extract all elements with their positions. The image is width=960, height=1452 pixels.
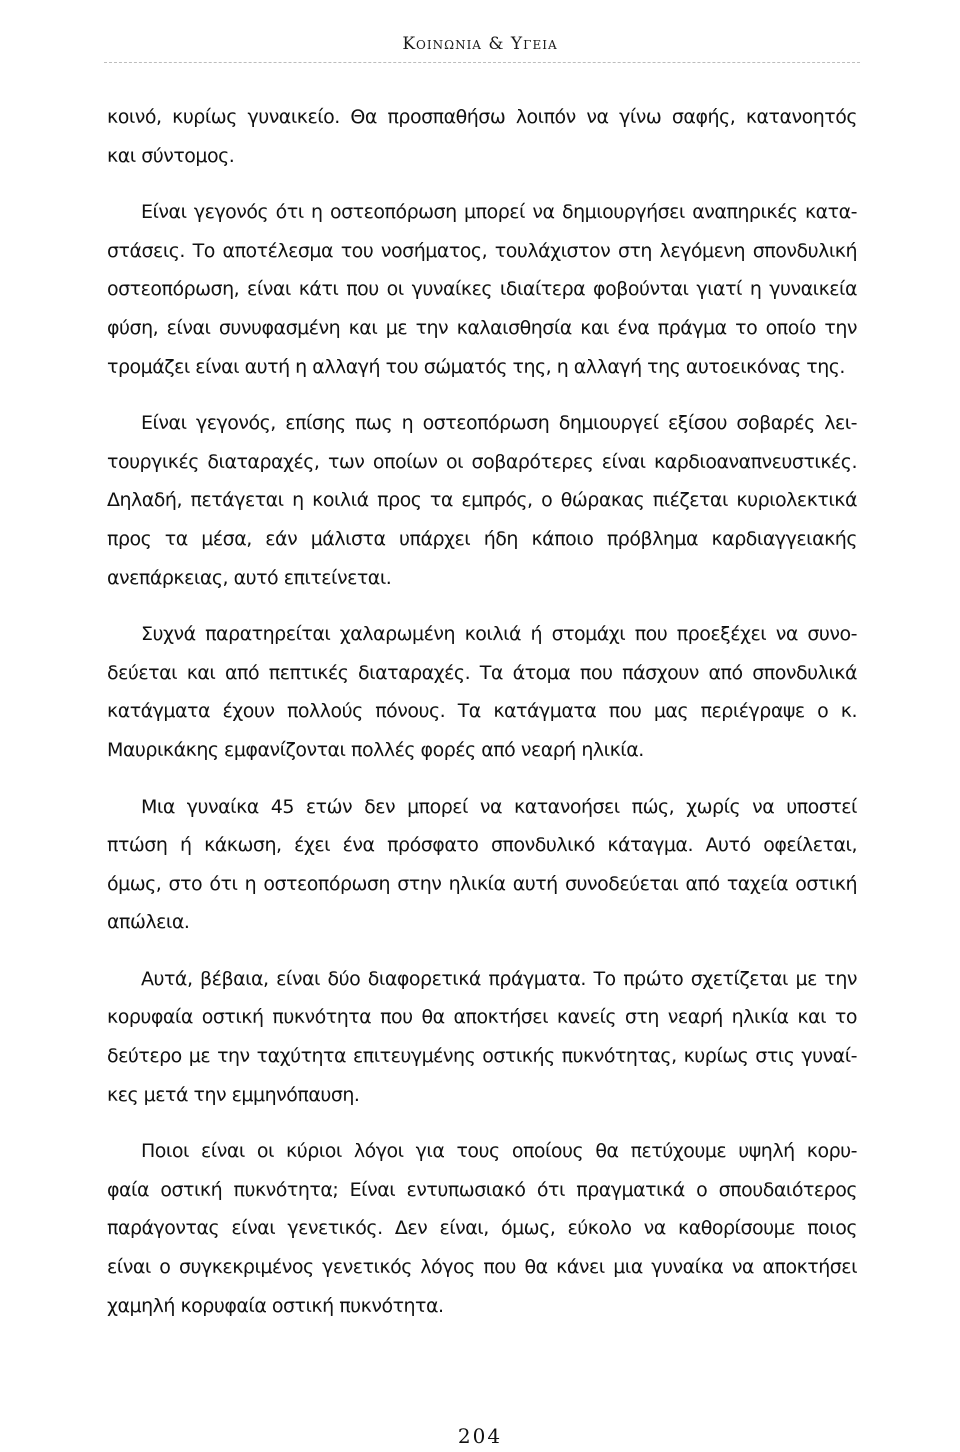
text-line: Είναι γεγονός, επίσης πως η οστεοπόρωση δημιουργεί εξίσου σοβαρές λει-: [141, 412, 857, 435]
text-line: και σύντομος.: [107, 144, 235, 167]
text-line: χαμηλή κορυφαία οστική πυκνότητα.: [107, 1294, 444, 1317]
text-line: στάσεις. Το αποτέλεσμα του νοσήματος, τουλάχιστον στη λεγόμενη σπονδυλική: [107, 239, 857, 262]
text-line: φύση, είναι συνυφασμένη και με την καλαισθησία και ένα πράγμα το οποίο την: [107, 316, 857, 339]
paragraph: [107, 193, 857, 386]
text-line: κοινό, κυρίως γυναικείο. Θα προσπαθήσω λοιπόν να γίνω σαφής, κατανοητός: [107, 106, 857, 128]
text-line: πτώση ή κάκωση, έχει ένα πρόσφατο σπονδυλικό κάταγμα. Αυτό οφείλεται,: [107, 834, 857, 857]
text-line: τρομάζει είναι αυτή η αλλαγή του σώματός της, η αλλαγή της αυτοεικόνας της.: [107, 355, 845, 378]
paragraph: [107, 788, 857, 942]
text-line: απώλεια.: [107, 911, 190, 934]
text-line: οστεοπόρωση, είναι κάτι που οι γυναίκες ιδιαίτερα φοβούνται γιατί η γυναικεία: [107, 278, 857, 301]
paragraph: [107, 404, 857, 597]
text-line: προς τα μέσα, εάν μάλιστα υπάρχει ήδη κάποιο πρόβλημα καρδιαγγειακής: [107, 527, 857, 550]
text-line: κατάγματα έχουν πολλούς πόνους. Τα κατάγματα που μας περιέγραψε ο κ.: [107, 700, 857, 723]
page-number: 204: [457, 1424, 503, 1448]
text-line: φαία οστική πυκνότητα; Είναι εντυπωσιακό ότι πραγματικά ο σπουδαιότερος: [107, 1178, 857, 1201]
text-line: παράγοντας είναι γενετικός. Δεν είναι, όμως, εύκολο να καθορίσουμε ποιος: [107, 1217, 857, 1240]
text-line: Αυτά, βέβαια, είναι δύο διαφορετικά πράγματα. Το πρώτο σχετίζεται με την: [141, 967, 857, 990]
text-line: Ποιοι είναι οι κύριοι λόγοι για τους οποίους θα πετύχουμε υψηλή κορυ-: [141, 1140, 857, 1163]
text-line: όμως, στο ότι η οστεοπόρωση στην ηλικία αυτή συνοδεύεται από ταχεία οστική: [107, 872, 857, 895]
text-line: κορυφαία οστική πυκνότητα που θα αποκτήσει κανείς στη νεαρή ηλικία και το: [107, 1006, 857, 1029]
paragraph: [107, 960, 857, 1114]
text-line: Συχνά παρατηρείται χαλαρωμένη κοιλιά ή στομάχι που προεξέχει να συνο-: [141, 623, 857, 646]
text-line: Μαυρικάκης εμφανίζονται πολλές φορές από νεαρή ηλικία.: [107, 738, 644, 761]
text-line: Είναι γεγονός ότι η οστεοπόρωση μπορεί να δημιουργήσει αναπηρικές κατα-: [141, 201, 857, 224]
text-line: τουργικές διαταραχές, των οποίων οι σοβαρότερες είναι καρδιοαναπνευστικές.: [107, 450, 857, 473]
text-line: δεύεται και από πεπτικές διαταραχές. Τα άτομα που πάσχουν από σπονδυλικά: [107, 661, 857, 684]
text-line: ανεπάρκειας, αυτό επιτείνεται.: [107, 566, 392, 589]
running-header: Κοινωνια & Υγεια: [402, 34, 558, 54]
paragraph: [107, 98, 857, 175]
text-line: είναι ο συγκεκριμένος γενετικός λόγος που θα κάνει μια γυναίκα να αποκτήσει: [107, 1256, 857, 1279]
text-line: Δηλαδή, πετάγεται η κοιλιά προς τα εμπρός, ο θώρακας πιέζεται κυριολεκτικά: [107, 489, 857, 512]
text-line: δεύτερο με την ταχύτητα επιτευγμένης οστικής πυκνότητας, κυρίως στις γυναί-: [107, 1045, 857, 1068]
text-line: Μια γυναίκα 45 ετών δεν μπορεί να κατανοήσει πώς, χωρίς να υποστεί: [141, 795, 857, 818]
body-text: [107, 98, 857, 1343]
header-divider: [104, 62, 860, 63]
text-line: κες μετά την εμμηνόπαυση.: [107, 1083, 360, 1106]
paragraph: [107, 1132, 857, 1325]
paragraph: [107, 615, 857, 769]
